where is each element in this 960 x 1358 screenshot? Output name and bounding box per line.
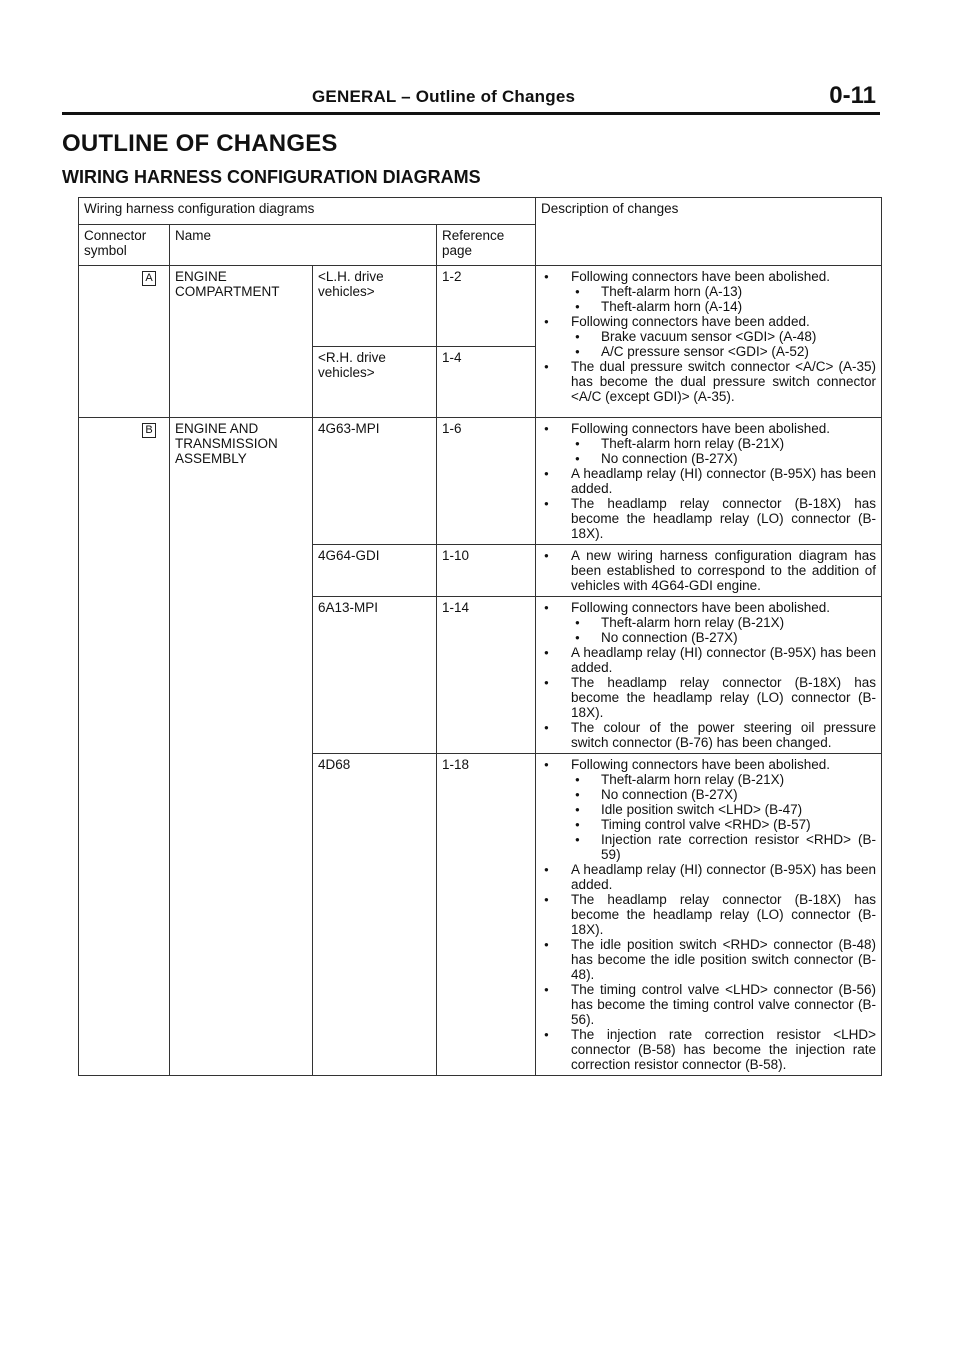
list-item: ● The headlamp relay connector (B-18X) has become the headlamp relay (LO) connector (B-18X).: [541, 496, 876, 541]
list-item: ● The colour of the power steering oil pressure switch connector (B-76) has been changed.: [541, 720, 876, 750]
header-rule: [62, 112, 880, 115]
variant-cell: <R.H. drive vehicles>: [313, 347, 437, 418]
desc-list: [541, 548, 876, 593]
desc-list: [541, 757, 876, 1072]
sub-list-item: ● Theft-alarm horn relay (B-21X): [541, 772, 876, 787]
desc-list: [541, 421, 876, 541]
sub-list-item: ● Theft-alarm horn relay (B-21X): [541, 436, 876, 451]
head-group-cell: Wiring harness configuration diagrams: [79, 198, 536, 225]
sub-list-item: ● No connection (B-27X): [541, 787, 876, 802]
list-item: ● Following connectors have been abolished.: [541, 600, 876, 615]
list-item: ● The timing control valve <LHD> connector (B-56) has become the timing control valve connector (B-56).: [541, 982, 876, 1027]
list-item: ● The injection rate correction resistor <LHD> connector (B-58) has become the injection rate correction resistor connector (B-58).: [541, 1027, 876, 1072]
name-cell: ENGINE AND TRANSMISSION ASSEMBLY: [170, 418, 313, 1076]
col-ref-header: Reference page: [437, 225, 536, 266]
table-row: [79, 266, 882, 347]
section-subtitle: WIRING HARNESS CONFIGURATION DIAGRAMS: [62, 167, 481, 187]
list-item: ● A headlamp relay (HI) connector (B-95X) has been added.: [541, 466, 876, 496]
sub-list-item: ● Theft-alarm horn (A-13): [541, 284, 876, 299]
head-desc-cell: Description of changes: [536, 198, 882, 266]
desc-list: [541, 269, 876, 404]
col-connector-header: Connector symbol: [79, 225, 170, 266]
connector-symbol-a: A: [142, 271, 156, 286]
running-header: [62, 82, 880, 112]
ref-cell: 1-4: [437, 347, 536, 418]
sub-list-item: ● Theft-alarm horn (A-14): [541, 299, 876, 314]
variant-cell: 4G63-MPI: [313, 418, 437, 545]
list-item: ● A new wiring harness configuration diagram has been established to correspond to the addition of vehicles with 4G64-GDI engine.: [541, 548, 876, 593]
variant-cell: <L.H. drive vehicles>: [313, 266, 437, 347]
description-cell: [536, 754, 882, 1076]
ref-cell: 1-10: [437, 545, 536, 597]
sub-list-item: ● Injection rate correction resistor <RHD> (B-59): [541, 832, 876, 862]
description-cell: [536, 418, 882, 545]
list-item: ● The idle position switch <RHD> connector (B-48) has become the idle position switch connector (B-48).: [541, 937, 876, 982]
col-name-header: Name: [170, 225, 437, 266]
sub-list-item: ● Timing control valve <RHD> (B-57): [541, 817, 876, 832]
list-item: ● The dual pressure switch connector <A/C> (A-35) has become the dual pressure switch connector <A/C (except GDI)> (A-35).: [541, 359, 876, 404]
list-item: ● The headlamp relay connector (B-18X) has become the headlamp relay (LO) connector (B-18X).: [541, 675, 876, 720]
connector-symbol-b: B: [142, 423, 156, 438]
sub-list-item: ● No connection (B-27X): [541, 451, 876, 466]
variant-cell: 4D68: [313, 754, 437, 1076]
name-cell: ENGINE COMPARTMENT: [170, 266, 313, 418]
header-title: GENERAL – Outline of Changes: [312, 87, 576, 106]
connector-symbol-cell: [79, 266, 170, 418]
connector-symbol-cell: [79, 418, 170, 1076]
ref-cell: 1-6: [437, 418, 536, 545]
description-cell: [536, 597, 882, 754]
table-row: [79, 418, 882, 545]
desc-list: [541, 600, 876, 750]
variant-cell: 6A13-MPI: [313, 597, 437, 754]
sub-list-item: ● Brake vacuum sensor <GDI> (A-48): [541, 329, 876, 344]
sub-list-item: ● Theft-alarm horn relay (B-21X): [541, 615, 876, 630]
list-item: ● Following connectors have been abolished.: [541, 421, 876, 436]
ref-cell: 1-2: [437, 266, 536, 347]
sub-list-item: ● A/C pressure sensor <GDI> (A-52): [541, 344, 876, 359]
table-head-row-1: [79, 198, 882, 225]
list-item: ● A headlamp relay (HI) connector (B-95X) has been added.: [541, 645, 876, 675]
list-item: ● Following connectors have been abolished.: [541, 269, 876, 284]
list-item: ● Following connectors have been added.: [541, 314, 876, 329]
section-title: OUTLINE OF CHANGES: [62, 130, 338, 157]
changes-table: [78, 197, 882, 1076]
description-cell: [536, 266, 882, 418]
page-number: 0-11: [829, 82, 876, 109]
sub-list-item: ● Idle position switch <LHD> (B-47): [541, 802, 876, 817]
description-cell: [536, 545, 882, 597]
ref-cell: 1-14: [437, 597, 536, 754]
ref-cell: 1-18: [437, 754, 536, 1076]
list-item: ● Following connectors have been abolished.: [541, 757, 876, 772]
list-item: ● A headlamp relay (HI) connector (B-95X) has been added.: [541, 862, 876, 892]
list-item: ● The headlamp relay connector (B-18X) has become the headlamp relay (LO) connector (B-18X).: [541, 892, 876, 937]
sub-list-item: ● No connection (B-27X): [541, 630, 876, 645]
variant-cell: 4G64-GDI: [313, 545, 437, 597]
